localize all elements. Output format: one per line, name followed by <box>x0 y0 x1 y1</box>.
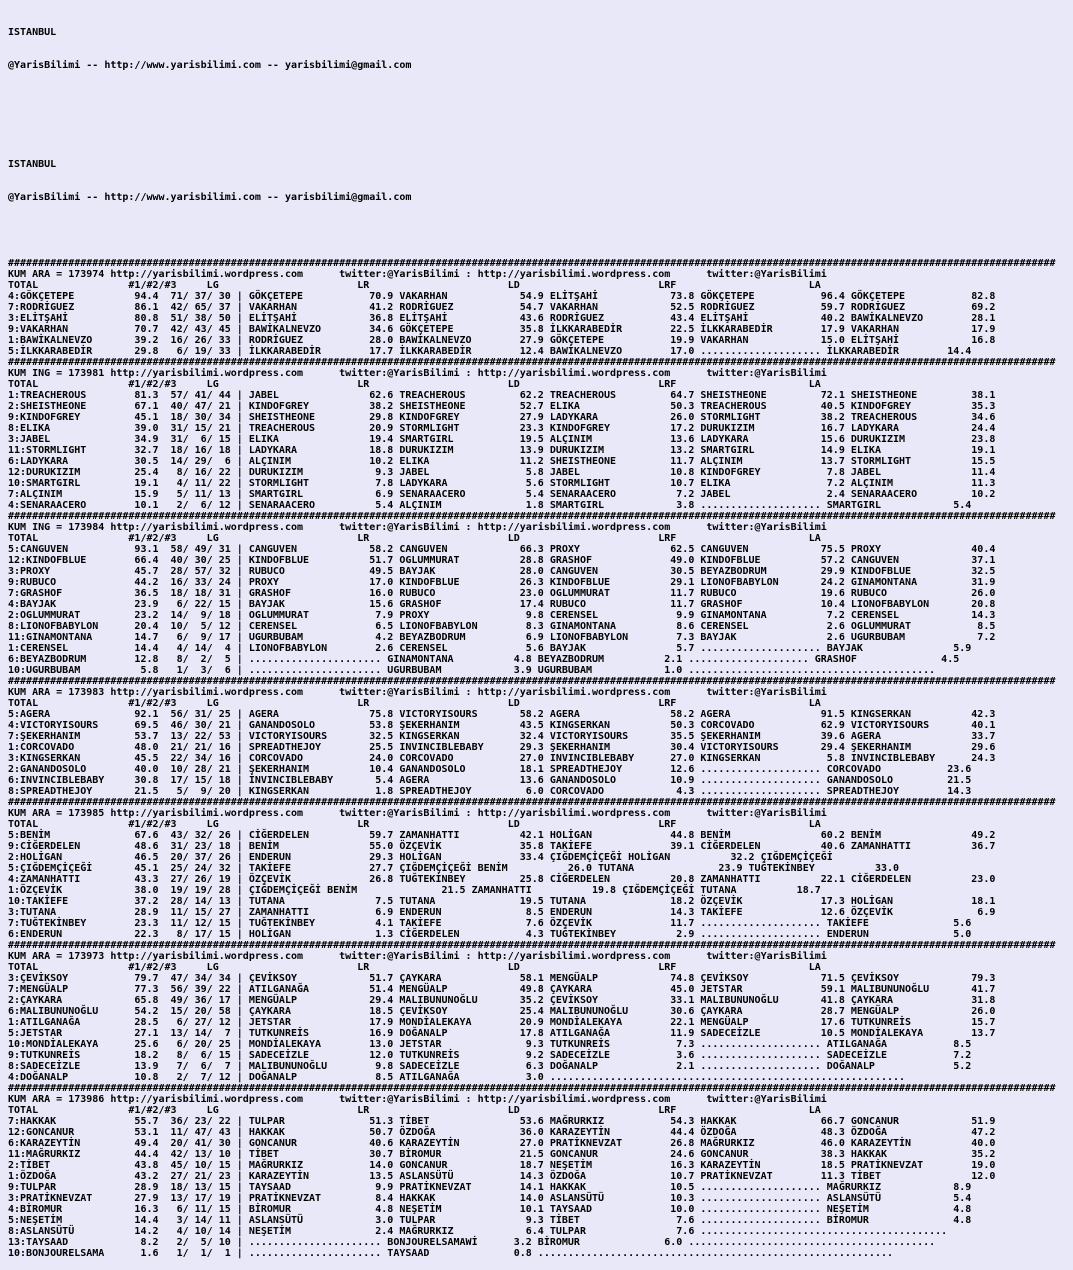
table-row: 11:MAĞRURKIZ 44.4 42/ 13/ 10 | TİBET 30.7 BİROMUR 21.5 GONCANUR 24.6 GONCANUR 38.3 HAKKAK 35.2 <box>8 1149 996 1160</box>
race-section-kum-ara-173973 <box>8 940 1073 1083</box>
table-row: 7:ŞEKERHANIM 53.7 13/ 22/ 53 | VICTORYISOURS 32.5 KINGSERKAN 32.4 VICTORYISOURS 35.5 ŞEKERHANIM 39.6 AGERA 33.7 <box>8 731 996 742</box>
table-row: 9:KINDOFGREY 45.1 18/ 30/ 34 | SHEISTHEONE 29.8 KINDOFGREY 27.9 LADYKARA 26.0 STORMLIGHT 38.2 TREACHEROUS 34.6 <box>8 412 996 423</box>
table-row: 3:PRATİKNEVZAT 27.9 13/ 17/ 19 | PRATİKNEVZAT 8.4 HAKKAK 14.0 ASLANSÜTÜ 10.3 .................... ASLANSÜTÜ 5.4 <box>8 1193 972 1204</box>
table-row: 12:GONCANUR 53.1 11/ 47/ 43 | HAKKAK 50.7 ÖZDOĞA 36.0 KARAZEYTİN 44.4 ÖZDOĞA 48.3 ÖZDOĞA 47.2 <box>8 1127 996 1138</box>
table-row: 1:TREACHEROUS 81.3 57/ 41/ 44 | JABEL 62.6 TREACHEROUS 62.2 TREACHEROUS 64.7 SHEISTHEONE 72.1 SHEISTHEONE 38.1 <box>8 390 996 401</box>
separator-line: ############################################################################################################################################################################## <box>8 258 1056 269</box>
table-row: 10:SMARTGIRL 19.1 4/ 11/ 22 | STORMLIGHT 7.8 LADYKARA 5.6 STORMLIGHT 10.7 ELIKA 7.2 ALÇINIM 11.3 <box>8 478 996 489</box>
table-row: 8:SADECEİZLE 13.9 7/ 6/ 7 | MALIBUNUNOĞLU 9.8 SADECEİZLE 6.3 DOĞANALP 2.1 .................... DOĞANALP 5.2 <box>8 1061 972 1072</box>
table-row: 1:ÖZÇEVİK 38.0 19/ 19/ 28 | ÇIĞDEMÇİÇEĞİ BENİM 21.5 ZAMANHATTI 19.8 ÇIĞDEMÇİÇEĞİ TUTANA 18.7 <box>8 885 821 896</box>
separator-line: ############################################################################################################################################################################## <box>8 797 1056 808</box>
table-row: 3:ÇEVİKSOY 79.7 47/ 34/ 34 | ÇEVİKSOY 51.7 ÇAYKARA 58.1 MENGÜALP 74.8 ÇEVİKSOY 71.5 ÇEVİKSOY 79.3 <box>8 973 996 984</box>
blank-line <box>8 126 1073 137</box>
table-row: 11:GINAMONTANA 14.7 6/ 9/ 17 | UGURBUBAM 4.2 BEYAZBODRUM 6.9 LIONOFBABYLON 7.3 BAYJAK 2.6 UGURBUBAM 7.2 <box>8 632 996 643</box>
table-row: 4:BAYJAK 23.9 6/ 22/ 15 | BAYJAK 15.6 GRASHOF 17.4 RUBUCO 11.7 GRASHOF 10.4 LIONOFBABYLON 20.8 <box>8 599 996 610</box>
table-row: 9:VAKARHAN 70.7 42/ 43/ 45 | BAWİKALNEVZO 34.6 GÖKÇETEPE 35.8 İLKKARABEDİR 22.5 İLKKARABEDİR 17.9 VAKARHAN 17.9 <box>8 324 996 335</box>
race-section-kum-ara-173983 <box>8 676 1073 797</box>
table-row: 5:ÇIĞDEMÇİÇEĞİ 45.1 25/ 24/ 32 | TAKİEFE 27.7 ÇIĞDEMÇİÇEĞİ BENİM 26.0 TUTANA 23.9 TUĞTEKİNBEY 33.0 <box>8 863 900 874</box>
table-row: 2:SHEISTHEONE 67.1 40/ 47/ 21 | KINDOFGREY 38.2 SHEISTHEONE 52.7 ELIKA 50.3 TREACHEROUS 40.5 KINDOFGREY 35.3 <box>8 401 996 412</box>
table-row: 5:NEŞETİM 14.4 3/ 14/ 11 | ASLANSÜTÜ 3.0 TULPAR 9.3 TİBET 7.6 .................... BİROMUR 4.8 <box>8 1215 972 1226</box>
table-row: 5:CANGUVEN 93.1 58/ 49/ 31 | CANGUVEN 58.2 CANGUVEN 66.3 PROXY 62.5 CANGUVEN 75.5 PROXY 40.4 <box>8 544 996 555</box>
table-row: 1:ÖZDOĞA 43.2 27/ 21/ 23 | KARAZEYTİN 13.5 ASLANSÜTÜ 14.3 ÖZDOĞA 10.7 PRATİKNEVZAT 11.3 TİBET 12.0 <box>8 1171 996 1182</box>
table-row: 7:ALÇINIM 15.9 5/ 11/ 13 | SMARTGIRL 6.9 SENARAACERO 5.4 SENARAACERO 7.2 JABEL 2.4 SENARAACERO 10.2 <box>8 489 996 500</box>
column-header: TOTAL #1/#2/#3 LG LR LD LRF LA <box>8 1105 821 1116</box>
table-row: 3:TUTANA 28.9 11/ 15/ 27 | ZAMANHATTI 6.9 ENDERUN 8.5 ENDERUN 14.3 TAKİEFE 12.6 ÖZÇEVİK 6.9 <box>8 907 996 918</box>
table-row: 6:BEYAZBODRUM 12.8 8/ 2/ 5 | ...................... GINAMONTANA 4.8 BEYAZBODRUM 2.1 .................... GRASHOF 4.5 <box>8 654 960 665</box>
table-row: 5:BENİM 67.6 43/ 32/ 26 | CİĞERDELEN 59.7 ZAMANHATTI 42.1 HOLİGAN 44.8 BENİM 60.2 BENİM 49.2 <box>8 830 996 841</box>
race-title[interactable]: KUM ING = 173984 http://yarisbilimi.wordpress.com twitter:@YarisBilimi : http://yarisbilimi.wordpress.com twitter:@YarisBilimi <box>8 522 827 533</box>
column-header: TOTAL #1/#2/#3 LG LR LD LRF LA <box>8 698 821 709</box>
table-row: 4:SENARAACERO 10.1 2/ 6/ 12 | SENARAACERO 5.4 ALÇINIM 1.8 SMARTGIRL 3.8 .................... SMARTGIRL 5.4 <box>8 500 972 511</box>
table-row: 6:LADYKARA 30.5 14/ 29/ 6 | ALÇINIM 10.2 ELIKA 11.2 SHEISTHEONE 11.7 ALÇINIM 13.7 STORMLIGHT 15.5 <box>8 456 996 467</box>
header-city: ISTANBUL <box>8 27 57 38</box>
race-title[interactable]: KUM ARA = 173986 http://yarisbilimi.wordpress.com twitter:@YarisBilimi : http://yarisbilimi.wordpress.com twitter:@YarisBilimi <box>8 1094 827 1105</box>
table-row: 7:MENGÜALP 77.3 56/ 39/ 22 | ATILGANAĞA 51.4 MENGÜALP 49.8 ÇAYKARA 45.0 JETSTAR 59.1 MALIBUNUNOĞLU 41.7 <box>8 984 996 995</box>
separator-line: ############################################################################################################################################################################## <box>8 676 1056 687</box>
header-city-repeat: ISTANBUL <box>8 159 57 170</box>
table-row: 8:SPREADTHEJOY 21.5 5/ 9/ 20 | KINGSERKAN 1.8 SPREADTHEJOY 6.0 CORCOVADO 4.3 .................... SPREADTHEJOY 14.3 <box>8 786 972 797</box>
table-row: 9:RUBUCO 44.2 16/ 33/ 24 | PROXY 17.0 KINDOFBLUE 26.3 KINDOFBLUE 29.1 LIONOFBABYLON 24.2 GINAMONTANA 31.9 <box>8 577 996 588</box>
separator-line: ############################################################################################################################################################################## <box>8 357 1056 368</box>
race-section-kum-ara-173985 <box>8 797 1073 940</box>
header-credits[interactable]: @YarisBilimi -- http://www.yarisbilimi.com -- yarisbilimi@gmail.com <box>8 60 412 71</box>
table-row: 4:GÖKÇETEPE 94.4 71/ 37/ 30 | GÖKÇETEPE 70.9 VAKARHAN 54.9 ELİTŞAHİ 73.8 GÖKÇETEPE 96.4 GÖKÇETEPE 82.8 <box>8 291 996 302</box>
table-row: 8:LIONOFBABYLON 20.4 10/ 5/ 12 | CERENSEL 6.5 LIONOFBABYLON 8.3 GINAMONTANA 8.6 CERENSEL 2.6 OGLUMMURAT 8.5 <box>8 621 996 632</box>
table-row: 1:ATILGANAĞA 28.5 6/ 27/ 12 | JETSTAR 17.9 MONDİALEKAYA 20.9 MONDİALEKAYA 22.1 MENGÜALP 17.6 TUTKUNREİS 15.7 <box>8 1017 996 1028</box>
race-section-kum-ing-173981 <box>8 357 1073 511</box>
table-row: 1:CERENSEL 14.4 4/ 14/ 4 | LIONOFBABYLON 2.6 CERENSEL 5.6 BAYJAK 5.7 .................... BAYJAK 5.9 <box>8 643 972 654</box>
column-header: TOTAL #1/#2/#3 LG LR LD LRF LA <box>8 379 821 390</box>
table-row: 1:CORCOVADO 48.0 21/ 21/ 16 | SPREADTHEJOY 25.5 INVINCIBLEBABY 29.3 ŞEKERHANIM 30.4 VICTORYISOURS 29.4 ŞEKERHANIM 29.6 <box>8 742 996 753</box>
blank-line <box>8 225 1073 236</box>
race-sections <box>8 258 1073 1259</box>
table-row: 12:KINDOFBLUE 66.4 40/ 30/ 25 | KINDOFBLUE 51.7 OGLUMMURAT 28.8 GRASHOF 49.0 KINDOFBLUE 57.2 CANGUVEN 37.1 <box>8 555 996 566</box>
table-row: 7:RODRİGUEZ 86.1 42/ 65/ 37 | VAKARHAN 41.2 RODRİGUEZ 54.7 VAKARHAN 52.5 RODRİGUEZ 59.7 RODRİGUEZ 69.2 <box>8 302 996 313</box>
table-row: 13:TAYSAAD 8.2 2/ 5/ 10 | ...................... BONJOURELSAMAWİ 3.2 BİROMUR 6.0 ......................................... <box>8 1237 936 1248</box>
table-row: 5:JETSTAR 27.1 13/ 14/ 7 | TUTKUNREİS 16.9 DOĞANALP 17.8 ATILGANAĞA 11.9 SADECEİZLE 10.5 MONDİALEKAYA 13.7 <box>8 1028 996 1039</box>
table-row: 8:ASLANSÜTÜ 14.2 4/ 10/ 14 | NEŞETİM 2.4 MAĞRURKIZ 6.4 TULPAR 7.6 ......................................... <box>8 1226 948 1237</box>
column-header: TOTAL #1/#2/#3 LG LR LD LRF LA <box>8 962 821 973</box>
table-row: 3:KINGSERKAN 45.5 22/ 34/ 16 | CORCOVADO 24.0 CORCOVADO 27.0 INVINCIBLEBABY 27.0 KINGSERKAN 5.8 INVINCIBLEBABY 24.3 <box>8 753 996 764</box>
table-row: 10:UGURBUBAM 5.8 1/ 3/ 6 | ...................... UGURBUBAM 3.9 UGURBUBAM 1.0 ......................................... <box>8 665 936 676</box>
blank-line <box>8 93 1073 104</box>
table-row: 6:ENDERUN 22.3 8/ 17/ 15 | HOLİGAN 1.3 CİĞERDELEN 4.3 TUĞTEKİNBEY 2.9 .................... ENDERUN 5.0 <box>8 929 972 940</box>
race-title[interactable]: KUM ARA = 173974 http://yarisbilimi.wordpress.com twitter:@YarisBilimi : http://yarisbilimi.wordpress.com twitter:@YarisBilimi <box>8 269 827 280</box>
table-row: 4:ZAMANHATTI 43.3 27/ 26/ 19 | ÖZÇEVİK 26.8 TUĞTEKİNBEY 25.8 CİĞERDELEN 20.8 ZAMANHATTI 22.1 CİĞERDELEN 23.0 <box>8 874 996 885</box>
race-title[interactable]: KUM ARA = 173983 http://yarisbilimi.wordpress.com twitter:@YarisBilimi : http://yarisbilimi.wordpress.com twitter:@YarisBilimi <box>8 687 827 698</box>
race-title[interactable]: KUM ING = 173981 http://yarisbilimi.wordpress.com twitter:@YarisBilimi : http://yarisbilimi.wordpress.com twitter:@YarisBilimi <box>8 368 827 379</box>
separator-line: ############################################################################################################################################################################## <box>8 511 1056 522</box>
table-row: 6:KARAZEYTİN 49.4 20/ 41/ 30 | GONCANUR 40.6 KARAZEYTİN 27.0 PRATİKNEVZAT 26.8 MAĞRURKIZ 46.0 KARAZEYTİN 40.0 <box>8 1138 996 1149</box>
table-row: 7:GRASHOF 36.5 18/ 18/ 31 | GRASHOF 16.0 RUBUCO 23.0 OGLUMMURAT 11.7 RUBUCO 19.6 RUBUCO 26.0 <box>8 588 996 599</box>
race-section-kum-ara-173974 <box>8 258 1073 357</box>
table-row: 8:ELIKA 39.0 31/ 15/ 21 | TREACHEROUS 20.9 STORMLIGHT 23.3 KINDOFGREY 17.2 DURUKIZIM 16.7 LADYKARA 24.4 <box>8 423 996 434</box>
table-row: 7:TUĞTEKİNBEY 23.3 11/ 12/ 15 | TUĞTEKİNBEY 4.1 TAKİEFE 7.6 ÖZÇEVİK 11.7 .................... TAKİEFE 5.6 <box>8 918 972 929</box>
separator-line: ############################################################################################################################################################################## <box>8 940 1056 951</box>
table-row: 9:TUTKUNREİS 18.2 8/ 6/ 15 | SADECEİZLE 12.0 TUTKUNREİS 9.2 SADECEİZLE 3.6 .................... SADECEİZLE 7.2 <box>8 1050 972 1061</box>
table-row: 2:OGLUMMURAT 23.2 14/ 9/ 18 | OGLUMMURAT 7.9 PROXY 9.8 CERENSEL 9.9 GINAMONTANA 7.2 CERENSEL 14.3 <box>8 610 996 621</box>
table-row: 7:HAKKAK 55.7 36/ 23/ 22 | TULPAR 51.3 TİBET 53.6 MAĞRURKIZ 54.3 HAKKAK 66.7 GONCANUR 51.9 <box>8 1116 996 1127</box>
table-row: 5:AGERA 92.1 56/ 31/ 25 | AGERA 75.8 VICTORYISOURS 58.2 AGERA 58.2 AGERA 91.5 KINGSERKAN 42.3 <box>8 709 996 720</box>
table-row: 5:İLKKARABEDİR 29.8 6/ 19/ 33 | İLKKARABEDİR 17.7 İLKKARABEDİR 12.4 BAWİKALNEVZO 17.0 .................... İLKKARABEDİR 14.4 <box>8 346 972 357</box>
table-row: 2:GANANDOSOLO 40.0 10/ 28/ 21 | ŞEKERHANIM 10.4 GANANDOSOLO 18.1 SPREADTHEJOY 12.6 .................... CORCOVADO 23.6 <box>8 764 972 775</box>
race-section-kum-ara-173986 <box>8 1083 1073 1259</box>
table-row: 3:JABEL 34.9 31/ 6/ 15 | ELIKA 19.4 SMARTGIRL 19.5 ALÇINIM 13.6 LADYKARA 15.6 DURUKIZIM 23.8 <box>8 434 996 445</box>
table-row: 3:PROXY 45.7 28/ 57/ 32 | RUBUCO 49.5 BAYJAK 28.0 CANGUVEN 30.5 BEYAZBODRUM 29.9 KINDOFBLUE 32.5 <box>8 566 996 577</box>
separator-line: ############################################################################################################################################################################## <box>8 1083 1056 1094</box>
table-row: 2:ÇAYKARA 65.8 49/ 36/ 17 | MENGÜALP 29.4 MALIBUNUNOĞLU 35.2 ÇEVİKSOY 33.1 MALIBUNUNOĞLU 41.8 ÇAYKARA 31.8 <box>8 995 996 1006</box>
race-title[interactable]: KUM ARA = 173973 http://yarisbilimi.wordpress.com twitter:@YarisBilimi : http://yarisbilimi.wordpress.com twitter:@YarisBilimi <box>8 951 827 962</box>
table-row: 4:DOĞANALP 10.8 2/ 7/ 12 | DOĞANALP 8.5 ATILGANAĞA 3.0 ........................................................... <box>8 1072 906 1083</box>
table-row: 10:TAKİEFE 37.2 28/ 14/ 13 | TUTANA 7.5 TUTANA 19.5 TUTANA 18.2 ÖZÇEVİK 17.3 HOLİGAN 18.1 <box>8 896 996 907</box>
column-header: TOTAL #1/#2/#3 LG LR LD LRF LA <box>8 819 821 830</box>
table-row: 6:MALIBUNUNOĞLU 54.2 15/ 20/ 58 | ÇAYKARA 18.5 ÇEVİKSOY 25.4 MALIBUNUNOĞLU 30.6 ÇAYKARA 28.7 MENGÜALP 26.0 <box>8 1006 996 1017</box>
table-row: 12:DURUKIZIM 25.4 8/ 16/ 22 | DURUKIZIM 9.3 JABEL 5.8 JABEL 10.8 KINDOFGREY 7.8 JABEL 11.4 <box>8 467 996 478</box>
table-row: 9:CİĞERDELEN 48.6 31/ 23/ 18 | BENİM 55.0 ÖZÇEVİK 35.8 TAKİEFE 39.1 CİĞERDELEN 40.6 ZAMANHATTI 36.7 <box>8 841 996 852</box>
table-row: 10:BONJOURELSAMA 1.6 1/ 1/ 1 | ...................... TAYSAAD 0.8 ........................................................... <box>8 1248 894 1259</box>
table-row: 4:VICTORYISOURS 69.5 46/ 30/ 21 | GANANDOSOLO 53.8 ŞEKERHANIM 43.5 KINGSERKAN 50.3 CORCOVADO 62.9 VICTORYISOURS 40.1 <box>8 720 996 731</box>
table-row: 3:ELİTŞAHİ 80.8 51/ 38/ 50 | ELİTŞAHİ 36.8 ELİTŞAHİ 43.6 RODRİGUEZ 43.4 ELİTŞAHİ 40.2 BAWİKALNEVZO 28.1 <box>8 313 996 324</box>
table-row: 1:BAWİKALNEVZO 39.2 16/ 26/ 33 | RODRİGUEZ 28.0 BAWİKALNEVZO 27.9 GÖKÇETEPE 19.9 VAKARHAN 15.0 ELİTŞAHİ 16.8 <box>8 335 996 346</box>
table-row: 11:STORMLIGHT 32.7 18/ 16/ 18 | LADYKARA 18.8 DURUKIZIM 13.9 DURUKIZIM 13.2 SMARTGIRL 14.9 ELIKA 19.1 <box>8 445 996 456</box>
header-credits-repeat[interactable]: @YarisBilimi -- http://www.yarisbilimi.com -- yarisbilimi@gmail.com <box>8 192 412 203</box>
table-row: 9:TULPAR 28.9 18/ 13/ 15 | TAYSAAD 9.9 PRATİKNEVZAT 14.1 HAKKAK 10.5 .................... MAĞRURKIZ 8.9 <box>8 1182 972 1193</box>
table-row: 2:TİBET 43.8 45/ 10/ 15 | MAĞRURKIZ 14.0 GONCANUR 18.7 NEŞETİM 16.3 KARAZEYTİN 18.5 PRATİKNEVZAT 19.0 <box>8 1160 996 1171</box>
table-row: 6:INVINCIBLEBABY 30.8 17/ 15/ 18 | İNVINCIBLEBABY 5.4 AGERA 13.6 GANANDOSOLO 10.9 .................... GANANDOSOLO 21.5 <box>8 775 972 786</box>
table-row: 10:MONDİALEKAYA 25.6 6/ 20/ 25 | MONDİALEKAYA 13.0 JETSTAR 9.3 TUTKUNREİS 7.3 .................... ATILGANAĞA 8.5 <box>8 1039 972 1050</box>
table-row: 4:BİROMUR 16.3 6/ 11/ 15 | BİROMUR 4.8 NEŞETİM 10.1 TAYSAAD 10.0 .................... NEŞETİM 4.8 <box>8 1204 972 1215</box>
table-row: 2:HOLİGAN 46.5 20/ 37/ 26 | ENDERUN 29.3 HOLİGAN 33.4 ÇIĞDEMÇİÇEĞİ HOLİGAN 32.2 ÇIĞDEMÇİÇEĞİ <box>8 852 833 863</box>
column-header: TOTAL #1/#2/#3 LG LR LD LRF LA <box>8 533 821 544</box>
column-header: TOTAL #1/#2/#3 LG LR LD LRF LA <box>8 280 821 291</box>
race-title[interactable]: KUM ARA = 173985 http://yarisbilimi.wordpress.com twitter:@YarisBilimi : http://yarisbilimi.wordpress.com twitter:@YarisBilimi <box>8 808 827 819</box>
race-section-kum-ing-173984 <box>8 511 1073 676</box>
